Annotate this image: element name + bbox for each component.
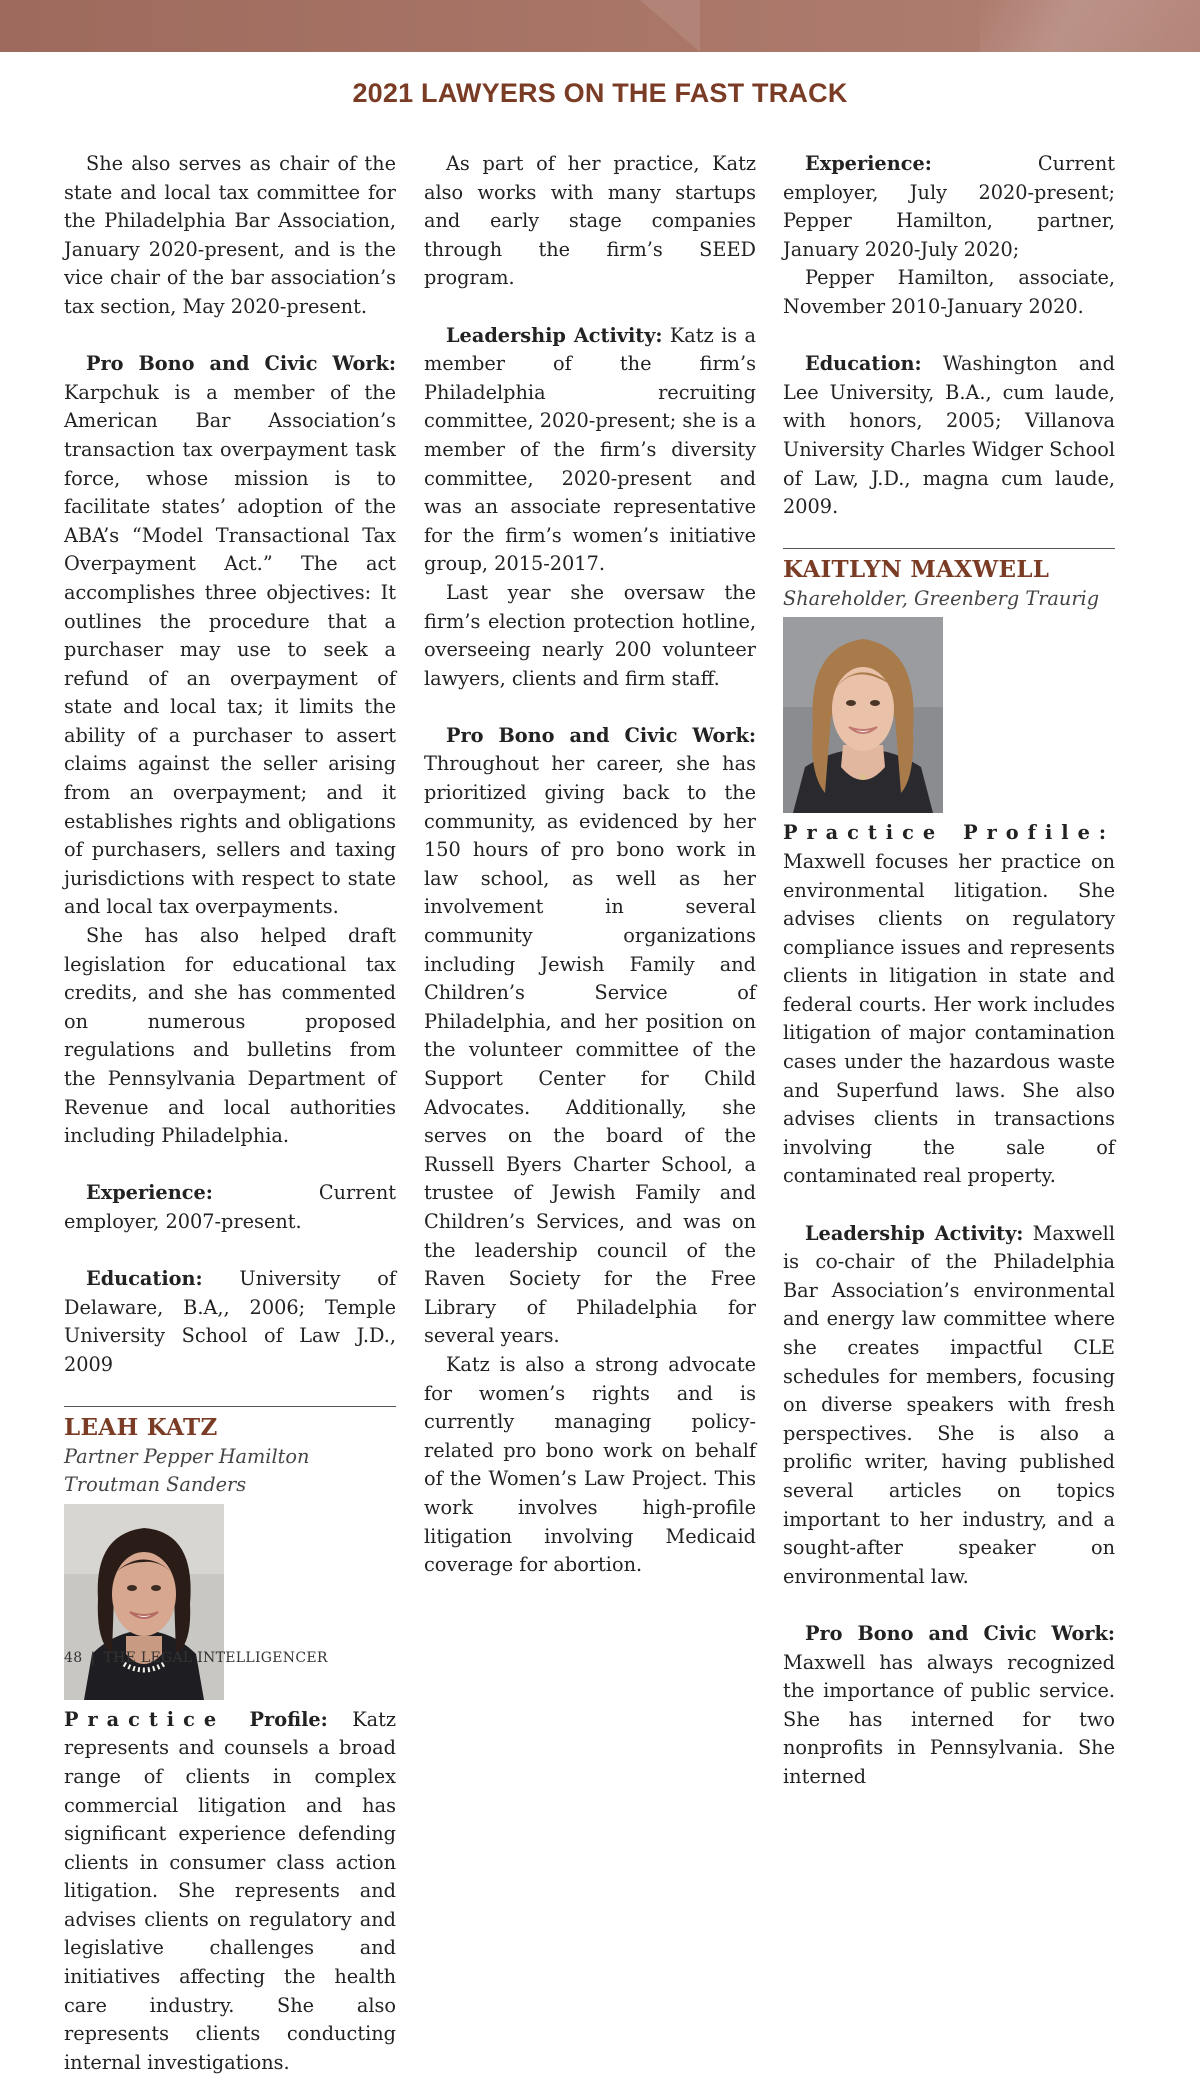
paragraph-education <box>64 1265 396 1379</box>
section-label: Profile: <box>963 821 1115 845</box>
paragraph: She has also helped draft legislation for educational tax credits, and she has commented on numerous proposed regulations and bulletins from the Pennsylvania Department of Revenue and local authorities including Philadelphia. <box>64 924 396 1148</box>
section-text: As part of her practice, Katz also works with many startups and early stage companies through the firm’s SEED program. <box>424 152 756 290</box>
paragraph <box>424 722 756 1351</box>
page-number: 48 <box>64 1650 83 1666</box>
paragraph <box>424 1351 756 1580</box>
section-label: Leadership Activity: <box>446 323 663 347</box>
profile-name: LEAH KATZ <box>64 1413 218 1441</box>
section-text: Washington and Lee University, B.A., cum laude, with honors, 2005; Villanova University Charles Widger School of Law, J.D., magna cum laude, 2009. <box>783 352 1115 519</box>
section-label: Practice <box>783 821 945 845</box>
section-label: Leadership Activity: <box>805 1221 1024 1245</box>
section-label: Pro Bono and Civic Work: <box>86 352 396 376</box>
section-text: Katz represents and counsels a broad range of clients in complex commercial litigation and has significant experience defending clients in consumer class action litigation. She represents and advises clients on regulatory and legislative challenges and initiatives affecting the health care industry. She also represents clients conducting internal investigations. <box>64 1707 396 2074</box>
section-text: Maxwell is co-chair of the Philadelphia Bar Association’s environmental and energy law committee where she creates impactful CLE schedules for members, focusing on diverse speakers with fresh perspectives. She is also a prolific writer, having published several articles on topics important to her industry, and a sought-after speaker on environmental law. <box>783 1221 1115 1588</box>
band-facet <box>640 0 700 52</box>
profile-divider <box>783 548 1115 549</box>
section-label: Experience: <box>86 1181 213 1205</box>
section-text: Last year she oversaw the firm’s election protection hotline, overseeing nearly 200 volunteer lawyers, clients and firm staff. <box>424 580 756 690</box>
paragraph: Pepper Hamilton, associate, November 2010-January 2020. <box>783 266 1115 318</box>
profile-title-line: Partner Pepper Hamilton <box>64 1444 310 1468</box>
section-text: Karpchuk is a member of the American Bar Association’s transaction tax overpayment task force, whose mission is to facilitate states’ adoption of the ABA’s “Model Transactional Tax Overpayment Act.” The act accomplishes three objectives: It outlines the procedure that a purchaser may use to seek a refund of an overpayment of state and local tax; it limits the ability of a purchaser to assert claims against the seller arising from an overpayment; and it establishes rights and obligations of purchasers, sellers and taxing jurisdictions with respect to state and local tax overpayments. <box>64 380 396 919</box>
section-text: University of Delaware, B.A,, 2006; Temple University School of Law J.D., 2009 <box>64 1267 396 1376</box>
paragraph-probono <box>783 1620 1115 1792</box>
page-footer <box>64 1650 328 1666</box>
paragraph <box>424 322 756 579</box>
profile-divider <box>64 1406 396 1407</box>
maxwell-headshot <box>783 617 943 813</box>
paragraph-experience <box>783 150 1115 264</box>
section-text: Maxwell has always recognized the importance of public service. She has interned for two nonprofits in Pennsylvania. She interned <box>783 1650 1115 1788</box>
paragraph <box>424 579 756 693</box>
page-title: 2021 LAWYERS ON THE FAST TRACK <box>352 78 848 108</box>
section-text: Current employer, July 2020-present; Pepper Hamilton, partner, January 2020-July 2020; <box>783 152 1115 261</box>
paragraph-leadership <box>783 1220 1115 1592</box>
paragraph: She also serves as chair of the state and local tax committee for the Philadelphia Bar Association, January 2020-present, and is the vice chair of the bar association’s tax section, May 2020-present. <box>64 152 396 318</box>
section-label: Practice <box>64 1707 226 1731</box>
section-text: Maxwell focuses her practice on environmental litigation. She advises clients on regulatory compliance issues and represents clients in litigation in state and federal courts. Her work includes litigation of major contamination cases under the hazardous waste and Superfund laws. She also advises clients in transactions involving the sale of contaminated real property. <box>783 849 1115 1188</box>
band-facet <box>980 0 1200 52</box>
profile-title-line: Troutman Sanders <box>64 1473 247 1497</box>
paragraph-education <box>783 350 1115 522</box>
top-decorative-band <box>0 0 1200 52</box>
section-label: Pro Bono and Civic Work: <box>446 723 756 747</box>
column-2 <box>424 150 756 1630</box>
section-text: Throughout her career, she has prioritized giving back to the community, as evidenced by her 150 hours of pro bono work in law school, as well as her involvement in several community organizations including Jewish Family and Children’s Service of Philadelphia, and her position on the volunteer committee of the Support Center for Child Advocates. Additionally, she serves on the board of the Russell Byers Charter School, a trustee of Jewish Family and Children’s Services, and was on the leadership council of the Raven Society for the Free Library of Philadelphia for several years. <box>424 752 756 1348</box>
section-label: Education: <box>805 352 922 376</box>
publication-name: THE LEGAL INTELLIGENCER <box>103 1650 328 1666</box>
section-text: Katz is also a strong advocate for women’s rights and is currently managing policy-related pro bono work on behalf of the Women’s Law Project. This work involves high-profile litigation involving Medicaid coverage for abortion. <box>424 1352 756 1577</box>
column-3 <box>783 150 1115 1788</box>
section-label: Experience: <box>805 152 932 175</box>
paragraph-probono <box>64 350 396 922</box>
section-text: Current employer, 2007-present. <box>64 1181 396 1233</box>
section-label: Profile: <box>249 1707 328 1731</box>
footer-separator: | <box>90 1650 96 1666</box>
portrait-image <box>64 1504 224 1700</box>
section-label: Pro Bono and Civic Work: <box>805 1621 1115 1645</box>
profile-title-line: Shareholder, Greenberg Traurig <box>783 586 1100 610</box>
portrait-image <box>783 617 943 813</box>
section-label: Education: <box>86 1267 203 1291</box>
paragraph <box>424 150 756 293</box>
section-text: Katz is a member of the firm’s Philadelphia recruiting committee, 2020-present; she is a member of the firm’s diversity committee, 2020-present and was an associate representative for the firm’s women’s initiative group, 2015-2017. <box>424 323 756 576</box>
profile-name: KAITLYN MAXWELL <box>783 555 1050 583</box>
katz-headshot <box>64 1504 224 1700</box>
paragraph-experience <box>64 1179 396 1236</box>
